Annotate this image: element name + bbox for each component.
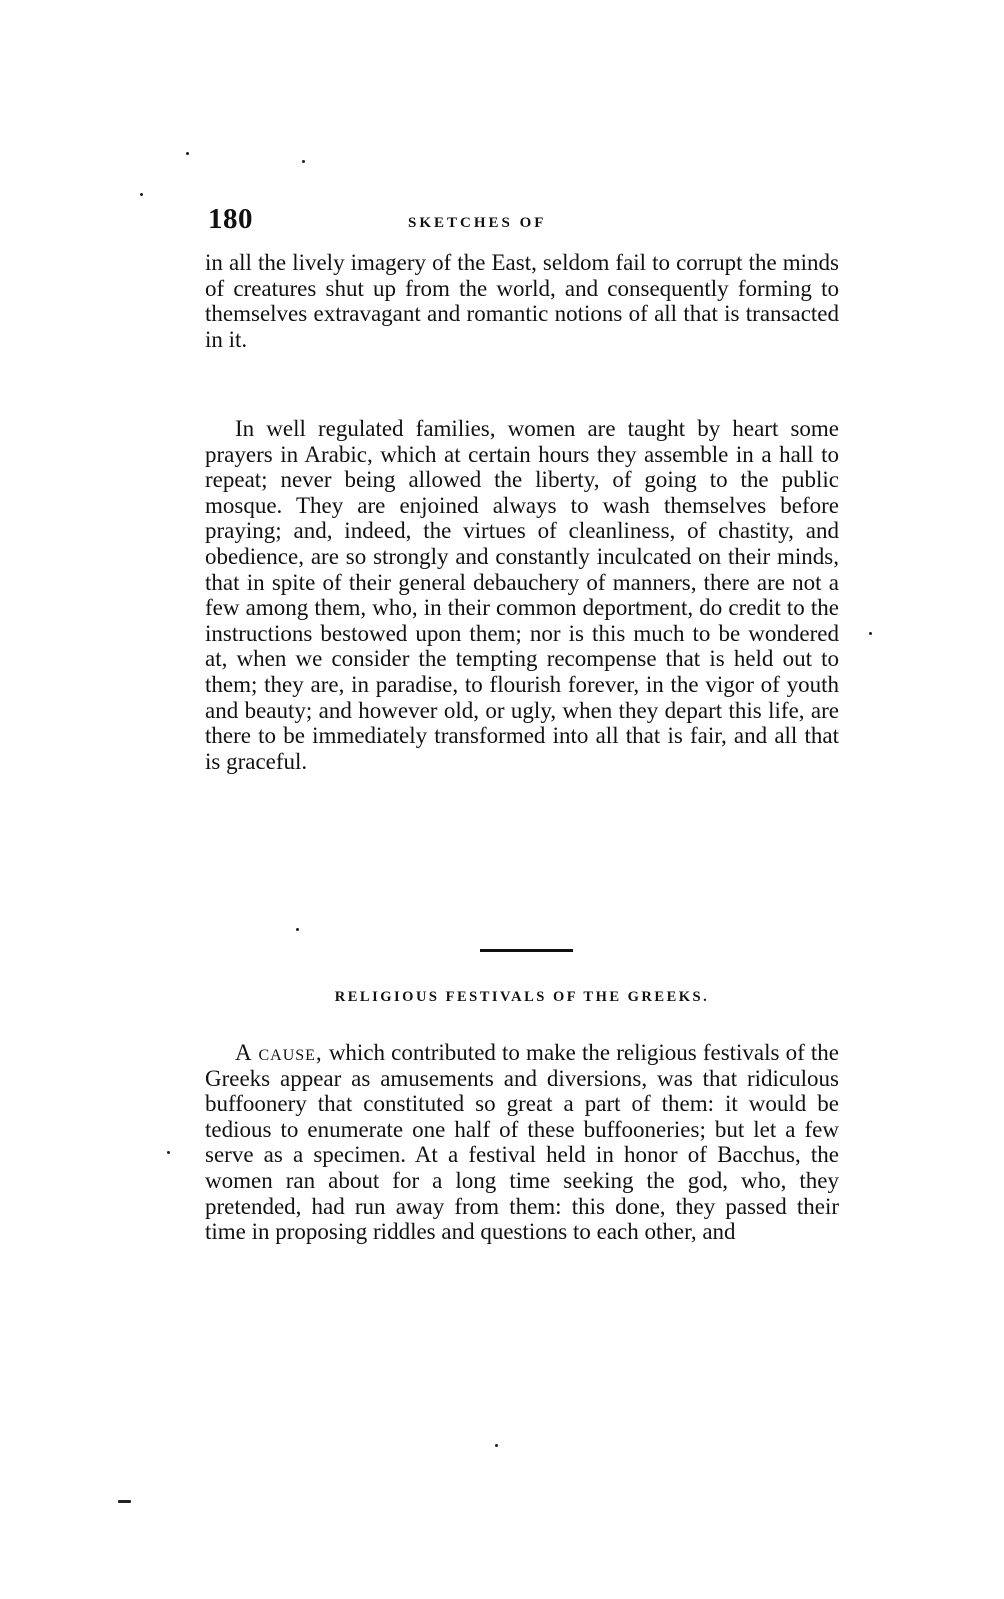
page-number: 180 [208,203,253,235]
print-speck [140,193,143,196]
paragraph-text: In well regulated families, women are taught by heart some prayers in Arabic, which at certain hours they assemble in a hall to repeat; never being allowed the liberty, of going to the public mosque. They are enjoined always to wash themselves before praying; and, indeed, the virtues of cleanliness, of chastity, and obedience, are so strongly and constantly inculcated on their minds, that in spite of their general debauchery of manners, there are not a few among them, who, in their common deportment, do credit to the instructions bestowed upon them; nor is this much to be wondered at, when we consider the tempting recompense that is held out to them; they are, in paradise, to flourish forever, in the vigor of youth and beauty; and however old, or ugly, when they depart this life, are there to be immediately transformed into all that is fair, and all that is graceful. [205,416,839,774]
paragraph-festivals [205,1040,839,1245]
paragraph-body: which contributed to make the religious festivals of the Greeks appear as amusements and diversions, was that ridiculous buffoonery that constituted so great a part of them: it would be tedious to enumerate one half of these buffooneries; but let a few serve as a specimen. At a festival held in honor of Bacchus, the women ran about for a long time seeking the god, who, they pretended, had run away from them: this done, they passed their time in proposing riddles and questions to each other, and [205,1040,840,1245]
print-speck [118,1500,131,1503]
section-divider-rule [480,949,573,952]
paragraph-families [205,416,839,774]
print-speck [495,1444,498,1447]
print-speck [186,152,189,155]
running-head-title: SKETCHES OF [408,215,547,231]
print-speck [167,1151,170,1154]
paragraph-text: in all the lively imagery of the East, seldom fail to corrupt the minds of creatures shut up from the world, and consequently forming to themselves extravagant and romantic notions of all that is transacted in it. [205,250,839,352]
print-speck [296,928,299,931]
print-speck [869,632,872,635]
print-speck [302,160,305,163]
lead-word: A cause, [235,1040,323,1065]
section-heading: RELIGIOUS FESTIVALS OF THE GREEKS. [334,989,710,1005]
running-head [208,203,840,243]
paragraph-text [205,1040,839,1245]
paragraph-continuation [205,250,839,352]
